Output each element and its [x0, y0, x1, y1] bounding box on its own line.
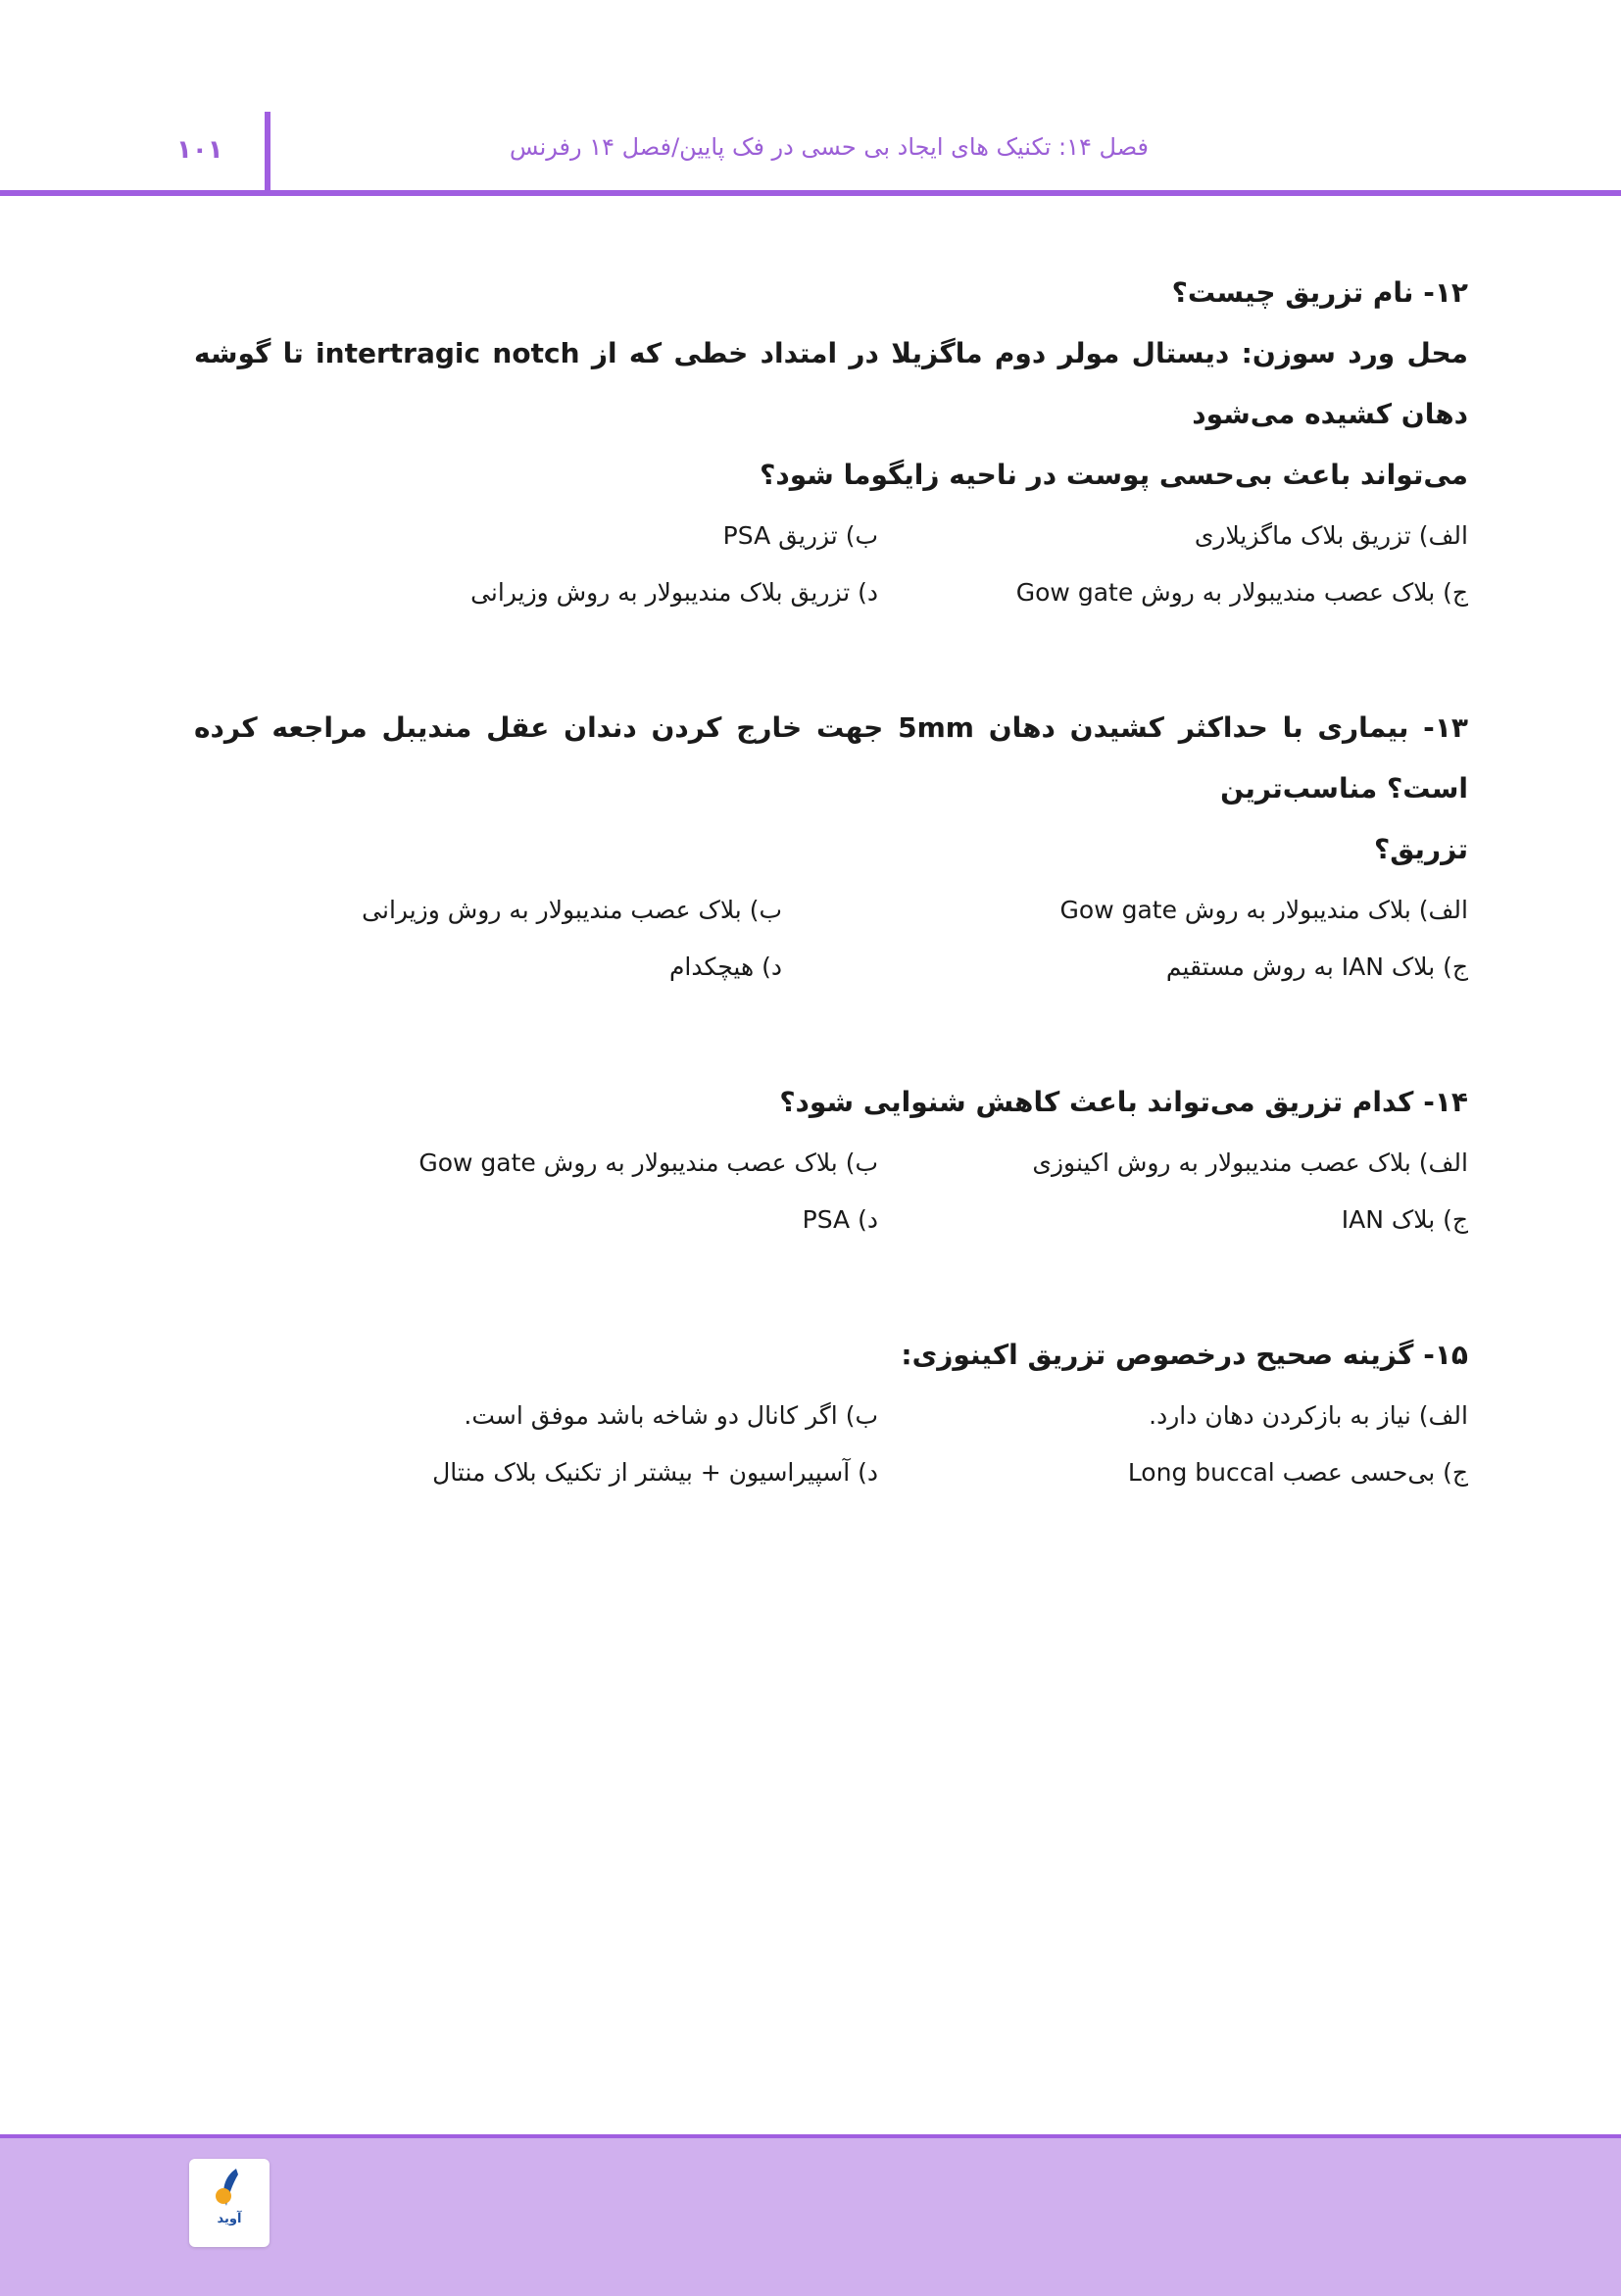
question-15-line-1: ۱۵- گزینه صحیح درخصوص تزریق اکینوزی: [901, 1339, 1468, 1371]
question-12-line-1: ۱۲- نام تزریق چیست؟ [1171, 276, 1468, 309]
question-12-line-2: محل ورد سوزن: دیستال مولر دوم ماگزیلا در امتداد خطی که از intertragic notch تا گوشه دهان کشیده می‌شود [194, 337, 1468, 430]
quill-icon [215, 2167, 244, 2210]
option-che: ج) بلاک IAN [1341, 1205, 1468, 1234]
option-alef: الف) بلاک مندیبولار به روش Gow gate [1059, 896, 1468, 924]
question-14-line-1: ۱۴- کدام تزریق می‌تواند باعث کاهش شنوایی شود؟ [779, 1086, 1468, 1118]
option-be: ب) بلاک عصب مندیبولار به روش Gow gate [418, 1148, 878, 1177]
option-alef: الف) بلاک عصب مندیبولار به روش اکینوزی [1032, 1148, 1468, 1177]
option-dal: د) PSA [802, 1205, 878, 1234]
logo-text: آوید [217, 2212, 242, 2226]
question-14-options [194, 1135, 1468, 1248]
question-14 [194, 1072, 1468, 1248]
question-13-line-1: ۱۳- بیماری با حداکثر کشیدن دهان 5mm جهت خارج کردن دندان عقل مندیبل مراجعه کرده است؟ مناسب‌ترین [194, 711, 1468, 805]
question-15-options [194, 1388, 1468, 1501]
header-rule [0, 190, 1621, 196]
option-dal: د) هیچکدام [668, 953, 782, 981]
question-12 [194, 263, 1468, 621]
question-13-options [194, 882, 1468, 996]
option-be: ب) تزریق PSA [722, 521, 878, 550]
option-alef: الف) نیاز به بازکردن دهان دارد. [1149, 1401, 1468, 1430]
questions-container [194, 263, 1468, 1578]
option-be: ب) اگر کانال دو شاخه باشد موفق است. [464, 1401, 878, 1430]
option-che: ج) بلاک عصب مندیبولار به روش Gow gate [1015, 578, 1468, 607]
option-be: ب) بلاک عصب مندیبولار به روش وزیرانی [362, 896, 782, 924]
question-15 [194, 1325, 1468, 1501]
question-13 [194, 698, 1468, 996]
option-alef: الف) تزریق بلاک ماگزیلاری [1194, 521, 1468, 550]
page-number: ۱۰۱ [176, 135, 223, 165]
question-12-line-3: می‌تواند باعث بی‌حسی پوست در ناحیه زایگوما شود؟ [760, 459, 1468, 491]
chapter-title: فصل ۱۴: تکنیک های ایجاد بی حسی در فک پایین/فصل ۱۴ رفرنس [509, 133, 1149, 161]
option-che: ج) بی‌حسی عصب Long buccal [1127, 1458, 1468, 1487]
option-dal: د) تزریق بلاک مندیبولار به روش وزیرانی [470, 578, 878, 607]
question-12-options [194, 508, 1468, 621]
option-dal: د) آسپیراسیون + بیشتر از تکنیک بلاک منتال [432, 1458, 878, 1487]
option-che: ج) بلاک IAN به روش مستقیم [1165, 953, 1468, 981]
question-13-line-2: تزریق؟ [1373, 833, 1468, 865]
publisher-logo [189, 2159, 270, 2247]
header-divider [265, 112, 270, 192]
